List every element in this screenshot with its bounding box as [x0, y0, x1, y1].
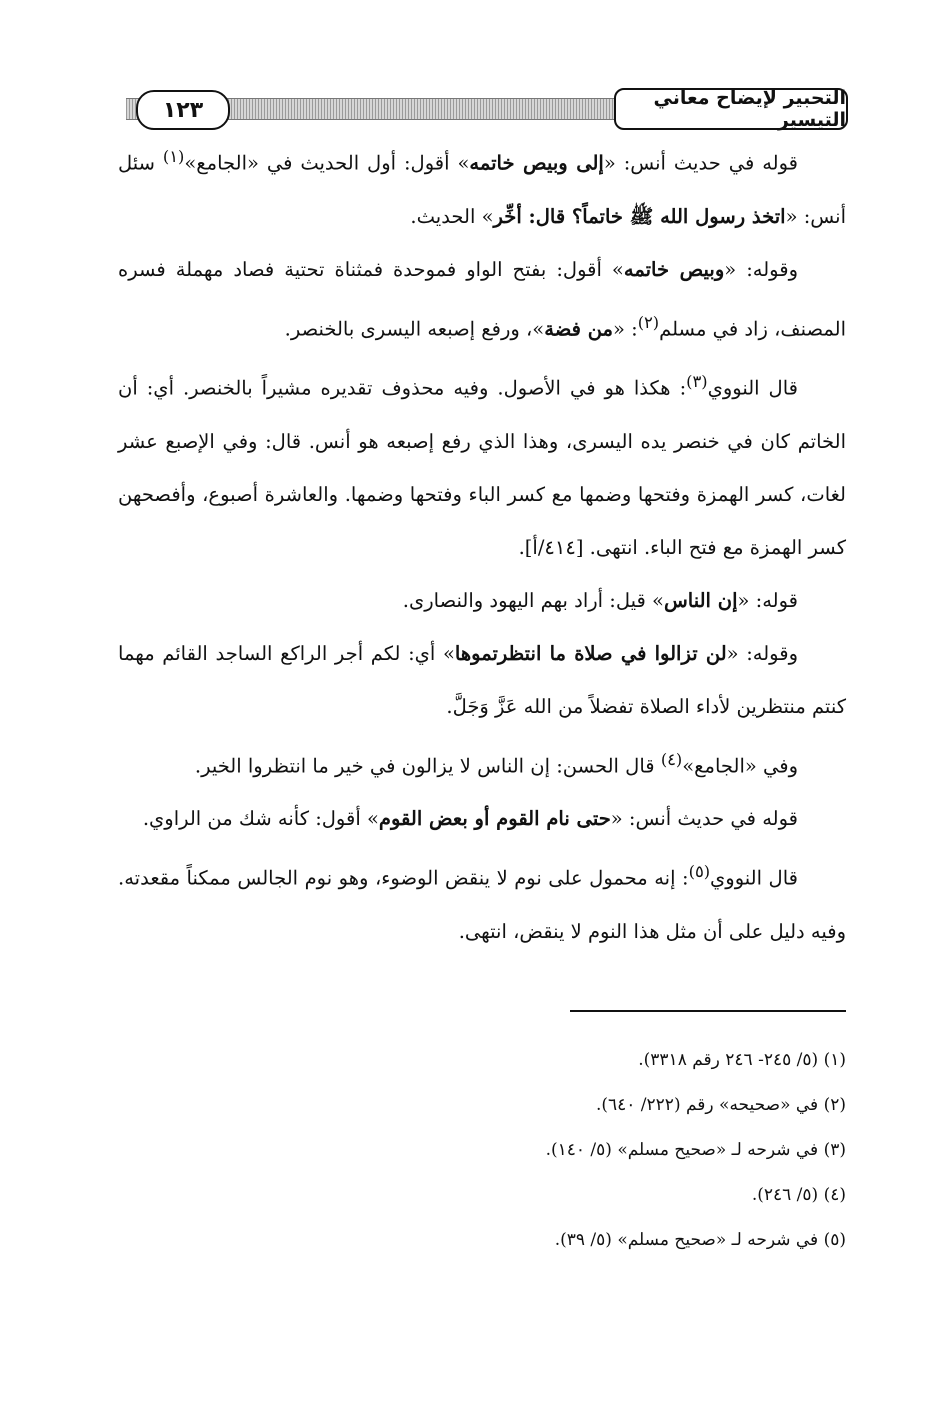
paragraph-2: وقوله: «وبيص خاتمه» أقول: بفتح الواو فموحدة فمثناة تحتية فصاد مهملة فسره المصنف، زاد في مسلم$^{(٢)}$: «من فضة»، ورفع إصبعه اليسرى بالخنصر.	[118, 257, 846, 340]
quote: لن تزالوا في صلاة ما انتظرتموها	[454, 641, 727, 665]
quote: إن الناس	[663, 588, 738, 612]
page-number: ١٢٣	[136, 90, 230, 130]
footnote-ref: (٣)	[686, 372, 708, 391]
footnote-divider	[570, 1010, 846, 1012]
footnote-4: (٤) (٥/ ٢٤٦).	[751, 1185, 846, 1205]
paragraph-1: قوله في حديث أنس: «إلى وبيص خاتمه» أقول: أول الحديث في «الجامع»$^{(١)}$ سئل أنس: «اتخذ رسول الله ﷺ خاتماً؟ قال: أخِّر» الحديث.	[118, 147, 846, 228]
quote: إلى وبيص خاتمه	[469, 151, 604, 175]
paragraph-8: قال النووي$^{(٥)}$: إنه محمول على نوم لا ينقض الوضوء، وهو نوم الجالس ممكناً مقعدته. وفيه دليل على أن مثل هذا النوم لا ينقض، انتهى.	[118, 862, 846, 943]
footnote-ref: (٢)	[637, 312, 660, 332]
footnote-1: (١) (٥/ ٢٤٥- ٢٤٦ رقم ٣٣١٨).	[638, 1050, 846, 1070]
footnote-ref: (٤)	[660, 749, 683, 769]
quote: من فضة	[544, 317, 613, 340]
paragraph-3: قال النووي$^{(٣)}$: هكذا هو في الأصول. وفيه محذوف تقديره مشيراً بالخنصر. أي: أن الخاتم كان في خنصر يده اليسرى، وهذا الذي رفع إصبعه هو أنس. قال: وفي الإصبع عشر لغات، كسر الهمزة وفتحها وضمها مع كسر الباء وفتحها وضمها. والعاشرة أصبوع، وأفصحهن كسر الهمزة مع فتح الباء. انتهى. [٤١٤/أ].	[118, 372, 846, 559]
main-text	[118, 130, 846, 958]
quote: وبيص خاتمه	[623, 257, 725, 281]
page-header	[118, 86, 848, 130]
paragraph-6: وفي «الجامع»$^{(٤)}$ قال الحسن: إن الناس لا يزالون في خير ما انتظروا الخير.	[194, 749, 798, 777]
footnote-ref: (١)	[162, 147, 185, 166]
footnote-2: (٢) في «صحيحه» رقم (٢٢٢/ ٦٤٠).	[595, 1095, 846, 1115]
paragraph-4: قوله: «إن الناس» قيل: أراد بهم اليهود والنصارى.	[402, 588, 798, 612]
running-title: التحبير لإيضاح معاني التيسير	[614, 88, 848, 130]
paragraph-5: وقوله: «لن تزالوا في صلاة ما انتظرتموها» أي: لكم أجر الراكع الساجد القائم مهما كنتم منتظرين لأداء الصلاة تفضلاً من الله عَزَّ وَجَلَّ.	[118, 641, 846, 718]
footnote-ref: (٥)	[688, 862, 711, 881]
quote: اتخذ رسول الله ﷺ خاتماً؟ قال: أخِّر	[493, 204, 786, 228]
paragraph-7: قوله في حديث أنس: «حتى نام القوم أو بعض القوم» أقول: كأنه شك من الراوي.	[142, 807, 798, 830]
footnote-3: (٣) في شرحه لـ «صحيح مسلم» (٥/ ١٤٠).	[545, 1140, 846, 1160]
footnotes	[118, 1038, 846, 1263]
footnote-5: (٥) في شرحه لـ «صحيح مسلم» (٥/ ٣٩).	[554, 1230, 846, 1250]
quote: حتى نام القوم أو بعض القوم	[378, 807, 611, 830]
